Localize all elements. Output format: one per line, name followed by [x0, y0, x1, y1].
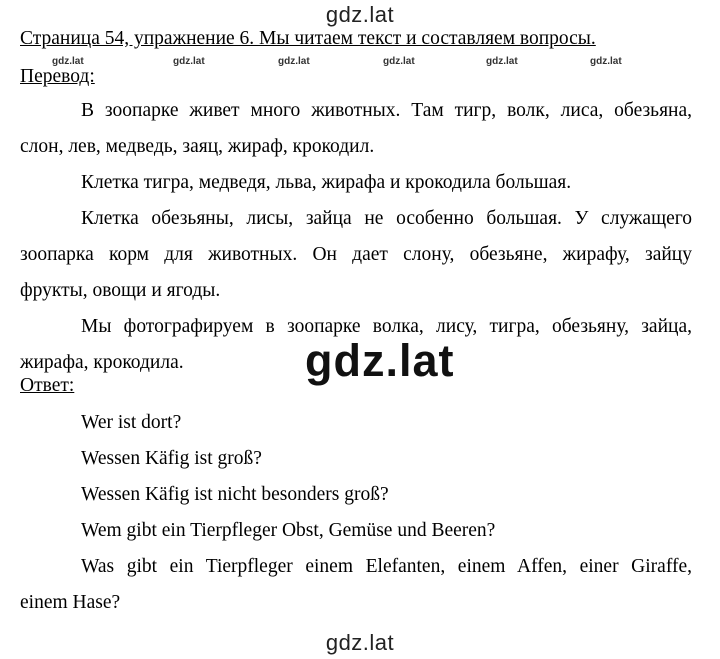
- small-watermark: gdz.lat: [383, 56, 415, 67]
- watermark-top: gdz.lat: [325, 2, 395, 27]
- text-line: Клетка тигра, медведя, льва, жирафа и крокодила большая.: [81, 172, 572, 193]
- text-line: зоопарка корм для животных. Он дает слону, обезьяне, жирафу, зайцу: [20, 244, 692, 265]
- answer-line: Was gibt ein Tierpfleger einem Elefanten, einem Affen, einer Giraffe,: [81, 556, 692, 577]
- translation-label: Перевод:: [20, 66, 95, 87]
- text-line: слон, лев, медведь, заяц, жираф, крокодил.: [20, 136, 375, 157]
- page-heading: Страница 54, упражнение 6. Мы читаем текст и составляем вопросы.: [20, 28, 596, 49]
- answer-line: Wer ist dort?: [81, 412, 182, 433]
- small-watermark: gdz.lat: [590, 56, 622, 67]
- watermark-large: gdz.lat: [305, 335, 455, 386]
- answer-line: Wessen Käfig ist nicht besonders groß?: [81, 484, 389, 505]
- small-watermark-row: [0, 56, 720, 68]
- small-watermark: gdz.lat: [278, 56, 310, 67]
- answer-line: einem Hase?: [20, 592, 121, 613]
- answer-line: Wessen Käfig ist groß?: [81, 448, 262, 469]
- text-line: фрукты, овощи и ягоды.: [20, 280, 221, 301]
- watermark-bottom: gdz.lat: [325, 630, 395, 655]
- answer-text: [20, 405, 692, 621]
- small-watermark: gdz.lat: [52, 56, 84, 67]
- small-watermark: gdz.lat: [173, 56, 205, 67]
- text-line: жирафа, крокодила.: [20, 352, 184, 373]
- text-line: Клетка обезьяны, лисы, зайца не особенно большая. У служащего: [81, 208, 692, 229]
- text-line: Мы фотографируем в зоопарке волка, лису, тигра, обезьяну, зайца,: [81, 316, 692, 337]
- small-watermark: gdz.lat: [486, 56, 518, 67]
- text-line: В зоопарке живет много животных. Там тигр, волк, лиса, обезьяна,: [81, 100, 692, 121]
- answer-line: Wem gibt ein Tierpfleger Obst, Gemüse und Beeren?: [81, 520, 496, 541]
- answer-label: Ответ:: [20, 375, 75, 396]
